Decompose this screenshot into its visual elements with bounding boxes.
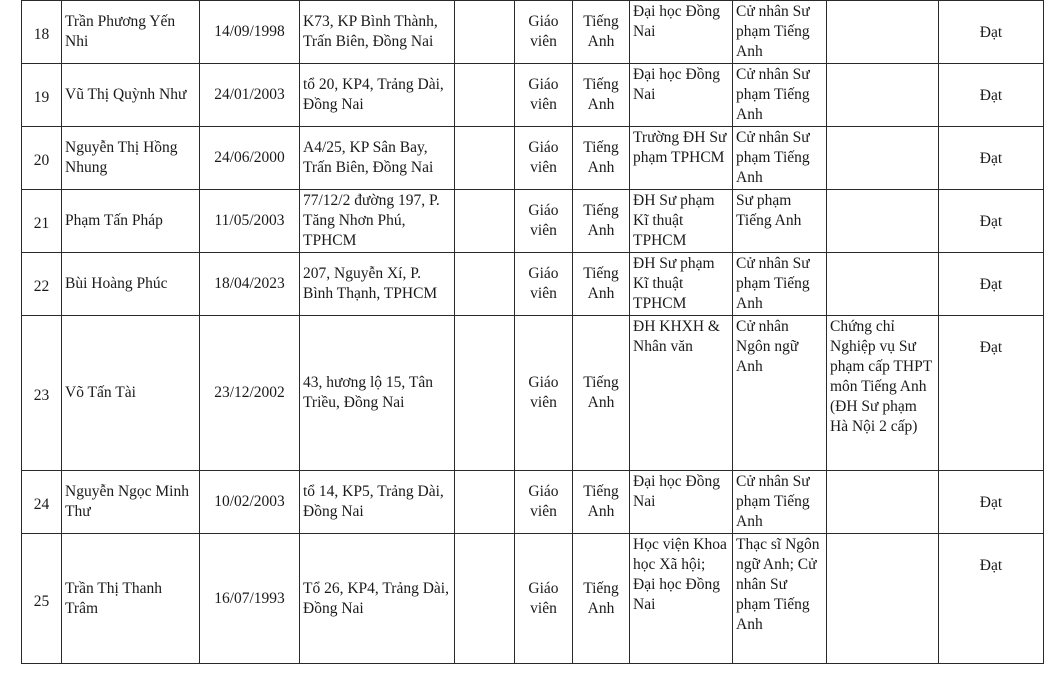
table-row [22, 471, 1044, 534]
subject-cell: Tiếng Anh [573, 190, 630, 253]
name-cell: Bùi Hoàng Phúc [62, 253, 200, 316]
blank-cell [455, 64, 515, 127]
candidate-results-table-sheet [21, 0, 1044, 664]
school-cell: Trường ĐH Sư phạm TPHCM [630, 127, 733, 190]
dob-cell: 10/02/2003 [200, 471, 300, 534]
address-cell: tổ 14, KP5, Trảng Dài, Đồng Nai [300, 471, 455, 534]
position-cell: Giáo viên [515, 471, 573, 534]
name-cell: Nguyễn Ngọc Minh Thư [62, 471, 200, 534]
degree-cell: Thạc sĩ Ngôn ngữ Anh; Cử nhân Sư phạm Tiếng Anh [733, 534, 827, 664]
table-row [22, 534, 1044, 664]
result-cell: Đạt [939, 316, 1044, 471]
school-cell: Đại học Đồng Nai [630, 471, 733, 534]
stt-cell: 22 [22, 253, 62, 316]
result-cell: Đạt [939, 534, 1044, 664]
address-cell: tổ 20, KP4, Trảng Dài, Đồng Nai [300, 64, 455, 127]
dob-cell: 18/04/2023 [200, 253, 300, 316]
blank-cell [455, 316, 515, 471]
degree-cell: Cử nhân Sư phạm Tiếng Anh [733, 1, 827, 64]
table-row [22, 190, 1044, 253]
address-cell: 207, Nguyễn Xí, P. Bình Thạnh, TPHCM [300, 253, 455, 316]
name-cell: Phạm Tấn Pháp [62, 190, 200, 253]
subject-cell: Tiếng Anh [573, 253, 630, 316]
table-row [22, 64, 1044, 127]
position-cell: Giáo viên [515, 127, 573, 190]
degree-cell: Cử nhân Sư phạm Tiếng Anh [733, 64, 827, 127]
school-cell: ĐH Sư phạm Kĩ thuật TPHCM [630, 253, 733, 316]
dob-cell: 11/05/2003 [200, 190, 300, 253]
certificate-cell: Chứng chỉ Nghiệp vụ Sư phạm cấp THPT môn Tiếng Anh (ĐH Sư phạm Hà Nội 2 cấp) [827, 316, 939, 471]
school-cell: ĐH KHXH & Nhân văn [630, 316, 733, 471]
blank-cell [455, 127, 515, 190]
address-cell: K73, KP Bình Thành, Trấn Biên, Đồng Nai [300, 1, 455, 64]
dob-cell: 23/12/2002 [200, 316, 300, 471]
blank-cell [455, 253, 515, 316]
degree-cell: Cử nhân Sư phạm Tiếng Anh [733, 253, 827, 316]
address-cell: 43, hương lộ 15, Tân Triều, Đồng Nai [300, 316, 455, 471]
position-cell: Giáo viên [515, 64, 573, 127]
table-body [22, 1, 1044, 664]
school-cell: Đại học Đồng Nai [630, 64, 733, 127]
subject-cell: Tiếng Anh [573, 316, 630, 471]
position-cell: Giáo viên [515, 316, 573, 471]
subject-cell: Tiếng Anh [573, 534, 630, 664]
stt-cell: 19 [22, 64, 62, 127]
result-cell: Đạt [939, 190, 1044, 253]
certificate-cell [827, 127, 939, 190]
candidate-results-table [21, 0, 1044, 664]
position-cell: Giáo viên [515, 1, 573, 64]
subject-cell: Tiếng Anh [573, 471, 630, 534]
table-row [22, 253, 1044, 316]
blank-cell [455, 471, 515, 534]
certificate-cell [827, 190, 939, 253]
address-cell: Tổ 26, KP4, Trảng Dài, Đồng Nai [300, 534, 455, 664]
degree-cell: Cử nhân Ngôn ngữ Anh [733, 316, 827, 471]
dob-cell: 24/01/2003 [200, 64, 300, 127]
stt-cell: 25 [22, 534, 62, 664]
school-cell: Đại học Đồng Nai [630, 1, 733, 64]
result-cell: Đạt [939, 127, 1044, 190]
blank-cell [455, 190, 515, 253]
school-cell: ĐH Sư phạm Kĩ thuật TPHCM [630, 190, 733, 253]
name-cell: Võ Tấn Tài [62, 316, 200, 471]
result-cell: Đạt [939, 64, 1044, 127]
name-cell: Trần Thị Thanh Trâm [62, 534, 200, 664]
dob-cell: 16/07/1993 [200, 534, 300, 664]
subject-cell: Tiếng Anh [573, 64, 630, 127]
blank-cell [455, 534, 515, 664]
address-cell: 77/12/2 đường 197, P. Tăng Nhơn Phú, TPHCM [300, 190, 455, 253]
certificate-cell [827, 471, 939, 534]
position-cell: Giáo viên [515, 534, 573, 664]
degree-cell: Cử nhân Sư phạm Tiếng Anh [733, 471, 827, 534]
subject-cell: Tiếng Anh [573, 1, 630, 64]
certificate-cell [827, 1, 939, 64]
stt-cell: 24 [22, 471, 62, 534]
position-cell: Giáo viên [515, 253, 573, 316]
degree-cell: Cử nhân Sư phạm Tiếng Anh [733, 127, 827, 190]
result-cell: Đạt [939, 471, 1044, 534]
stt-cell: 23 [22, 316, 62, 471]
result-cell: Đạt [939, 1, 1044, 64]
name-cell: Vũ Thị Quỳnh Như [62, 64, 200, 127]
dob-cell: 14/09/1998 [200, 1, 300, 64]
name-cell: Nguyễn Thị Hồng Nhung [62, 127, 200, 190]
result-cell: Đạt [939, 253, 1044, 316]
table-row [22, 1, 1044, 64]
table-row [22, 316, 1044, 471]
certificate-cell [827, 64, 939, 127]
stt-cell: 21 [22, 190, 62, 253]
dob-cell: 24/06/2000 [200, 127, 300, 190]
certificate-cell [827, 253, 939, 316]
school-cell: Học viện Khoa học Xã hội; Đại học Đồng Nai [630, 534, 733, 664]
stt-cell: 18 [22, 1, 62, 64]
degree-cell: Sư phạm Tiếng Anh [733, 190, 827, 253]
blank-cell [455, 1, 515, 64]
certificate-cell [827, 534, 939, 664]
position-cell: Giáo viên [515, 190, 573, 253]
address-cell: A4/25, KP Sân Bay, Trấn Biên, Đồng Nai [300, 127, 455, 190]
name-cell: Trần Phương Yến Nhi [62, 1, 200, 64]
table-row [22, 127, 1044, 190]
stt-cell: 20 [22, 127, 62, 190]
subject-cell: Tiếng Anh [573, 127, 630, 190]
